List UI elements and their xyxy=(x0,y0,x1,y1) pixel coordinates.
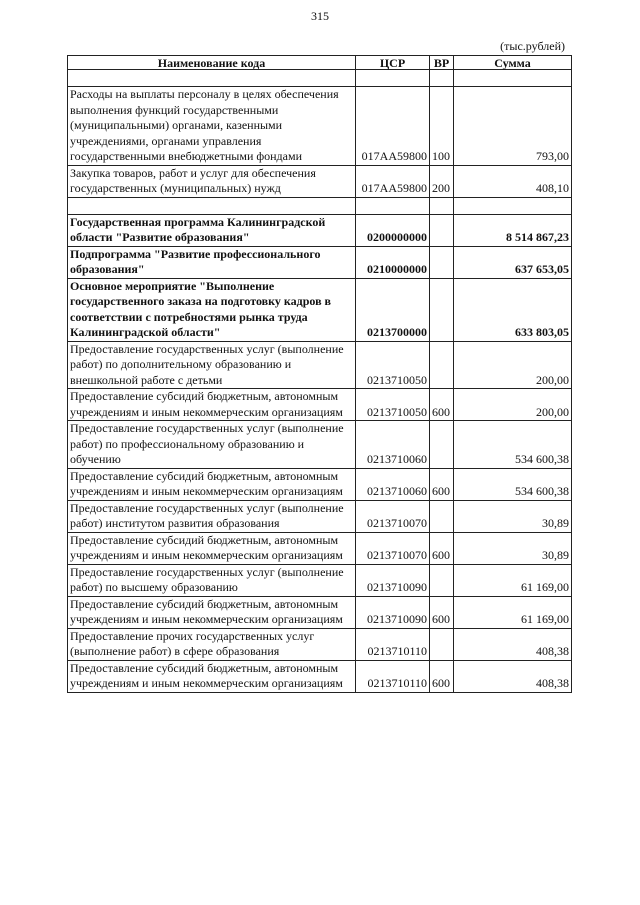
cell-vr xyxy=(430,197,454,214)
cell-vr xyxy=(430,421,454,469)
cell-name: Закупка товаров, работ и услуг для обеспечения государственных (муниципальных) нужд xyxy=(68,165,356,197)
table-row xyxy=(68,564,572,596)
cell-name: Предоставление субсидий бюджетным, автономным учреждениям и иным некоммерческим организациям xyxy=(68,532,356,564)
units-label: (тыс.рублей) xyxy=(500,39,565,53)
cell-sum: 408,38 xyxy=(454,628,572,660)
cell-name: Предоставление субсидий бюджетным, автономным учреждениям и иным некоммерческим организациям xyxy=(68,596,356,628)
cell-sum: 408,10 xyxy=(454,165,572,197)
cell-vr xyxy=(430,500,454,532)
cell-csr: 0210000000 xyxy=(356,246,430,278)
cell-csr xyxy=(356,70,430,87)
cell-csr xyxy=(356,197,430,214)
cell-vr xyxy=(430,341,454,389)
cell-vr: 600 xyxy=(430,660,454,692)
cell-vr: 600 xyxy=(430,389,454,421)
table-row xyxy=(68,500,572,532)
spacer-row xyxy=(68,197,572,214)
cell-sum xyxy=(454,70,572,87)
cell-sum: 61 169,00 xyxy=(454,564,572,596)
cell-name: Государственная программа Калининградской области "Развитие образования" xyxy=(68,214,356,246)
cell-sum: 633 803,05 xyxy=(454,278,572,341)
table-row xyxy=(68,628,572,660)
cell-csr: 0213710090 xyxy=(356,564,430,596)
cell-name xyxy=(68,197,356,214)
cell-name: Предоставление государственных услуг (выполнение работ) институтом развития образования xyxy=(68,500,356,532)
table-row xyxy=(68,341,572,389)
cell-vr xyxy=(430,246,454,278)
table-row xyxy=(68,660,572,692)
page-number: 315 xyxy=(311,9,329,23)
cell-csr: 0213710050 xyxy=(356,389,430,421)
cell-vr: 600 xyxy=(430,468,454,500)
cell-name: Предоставление государственных услуг (выполнение работ) по высшему образованию xyxy=(68,564,356,596)
table-row xyxy=(68,596,572,628)
cell-sum: 8 514 867,23 xyxy=(454,214,572,246)
table-row xyxy=(68,214,572,246)
cell-csr: 0213710070 xyxy=(356,500,430,532)
cell-sum: 408,38 xyxy=(454,660,572,692)
cell-vr: 200 xyxy=(430,165,454,197)
cell-vr xyxy=(430,628,454,660)
cell-sum: 30,89 xyxy=(454,500,572,532)
header-name: Наименование кода xyxy=(68,56,356,70)
table-row xyxy=(68,87,572,166)
cell-vr xyxy=(430,278,454,341)
cell-csr: 017АА59800 xyxy=(356,165,430,197)
cell-vr xyxy=(430,70,454,87)
cell-csr: 0213710110 xyxy=(356,660,430,692)
table-row xyxy=(68,165,572,197)
cell-vr xyxy=(430,564,454,596)
cell-sum: 534 600,38 xyxy=(454,468,572,500)
cell-name: Предоставление субсидий бюджетным, автономным учреждениям и иным некоммерческим организациям xyxy=(68,468,356,500)
table-row xyxy=(68,246,572,278)
table-row xyxy=(68,468,572,500)
cell-vr xyxy=(430,214,454,246)
cell-sum: 61 169,00 xyxy=(454,596,572,628)
table-row xyxy=(68,389,572,421)
spacer-row xyxy=(68,70,572,87)
cell-sum: 200,00 xyxy=(454,389,572,421)
cell-name: Расходы на выплаты персоналу в целях обеспечения выполнения функций государственными (муниципальными) органами, казенными учреждениями, органами управления государственными внебюджетными фондами xyxy=(68,87,356,166)
cell-name: Основное мероприятие "Выполнение государственного заказа на подготовку кадров в соответствии с потребностями рынка труда Калининградской области" xyxy=(68,278,356,341)
budget-table xyxy=(67,55,572,693)
cell-sum xyxy=(454,197,572,214)
cell-csr: 0200000000 xyxy=(356,214,430,246)
header-csr: ЦСР xyxy=(356,56,430,70)
cell-csr: 0213710050 xyxy=(356,341,430,389)
cell-csr: 0213710060 xyxy=(356,468,430,500)
cell-name: Предоставление субсидий бюджетным, автономным учреждениям и иным некоммерческим организациям xyxy=(68,389,356,421)
cell-csr: 0213710070 xyxy=(356,532,430,564)
table-row xyxy=(68,421,572,469)
cell-sum: 637 653,05 xyxy=(454,246,572,278)
cell-sum: 793,00 xyxy=(454,87,572,166)
table-row xyxy=(68,532,572,564)
cell-sum: 30,89 xyxy=(454,532,572,564)
cell-sum: 200,00 xyxy=(454,341,572,389)
table-row xyxy=(68,278,572,341)
cell-csr: 0213710090 xyxy=(356,596,430,628)
cell-name: Подпрограмма "Развитие профессионального образования" xyxy=(68,246,356,278)
table-header-row xyxy=(68,56,572,70)
header-vr: ВР xyxy=(430,56,454,70)
cell-csr: 017АА59800 xyxy=(356,87,430,166)
cell-vr: 600 xyxy=(430,596,454,628)
cell-sum: 534 600,38 xyxy=(454,421,572,469)
cell-name: Предоставление государственных услуг (выполнение работ) по дополнительному образованию и внешкольной работе с детьми xyxy=(68,341,356,389)
cell-csr: 0213710110 xyxy=(356,628,430,660)
cell-csr: 0213710060 xyxy=(356,421,430,469)
cell-vr: 100 xyxy=(430,87,454,166)
cell-name: Предоставление прочих государственных услуг (выполнение работ) в сфере образования xyxy=(68,628,356,660)
cell-csr: 0213700000 xyxy=(356,278,430,341)
cell-vr: 600 xyxy=(430,532,454,564)
cell-name xyxy=(68,70,356,87)
cell-name: Предоставление субсидий бюджетным, автономным учреждениям и иным некоммерческим организациям xyxy=(68,660,356,692)
cell-name: Предоставление государственных услуг (выполнение работ) по профессиональному образованию и обучению xyxy=(68,421,356,469)
header-sum: Сумма xyxy=(454,56,572,70)
